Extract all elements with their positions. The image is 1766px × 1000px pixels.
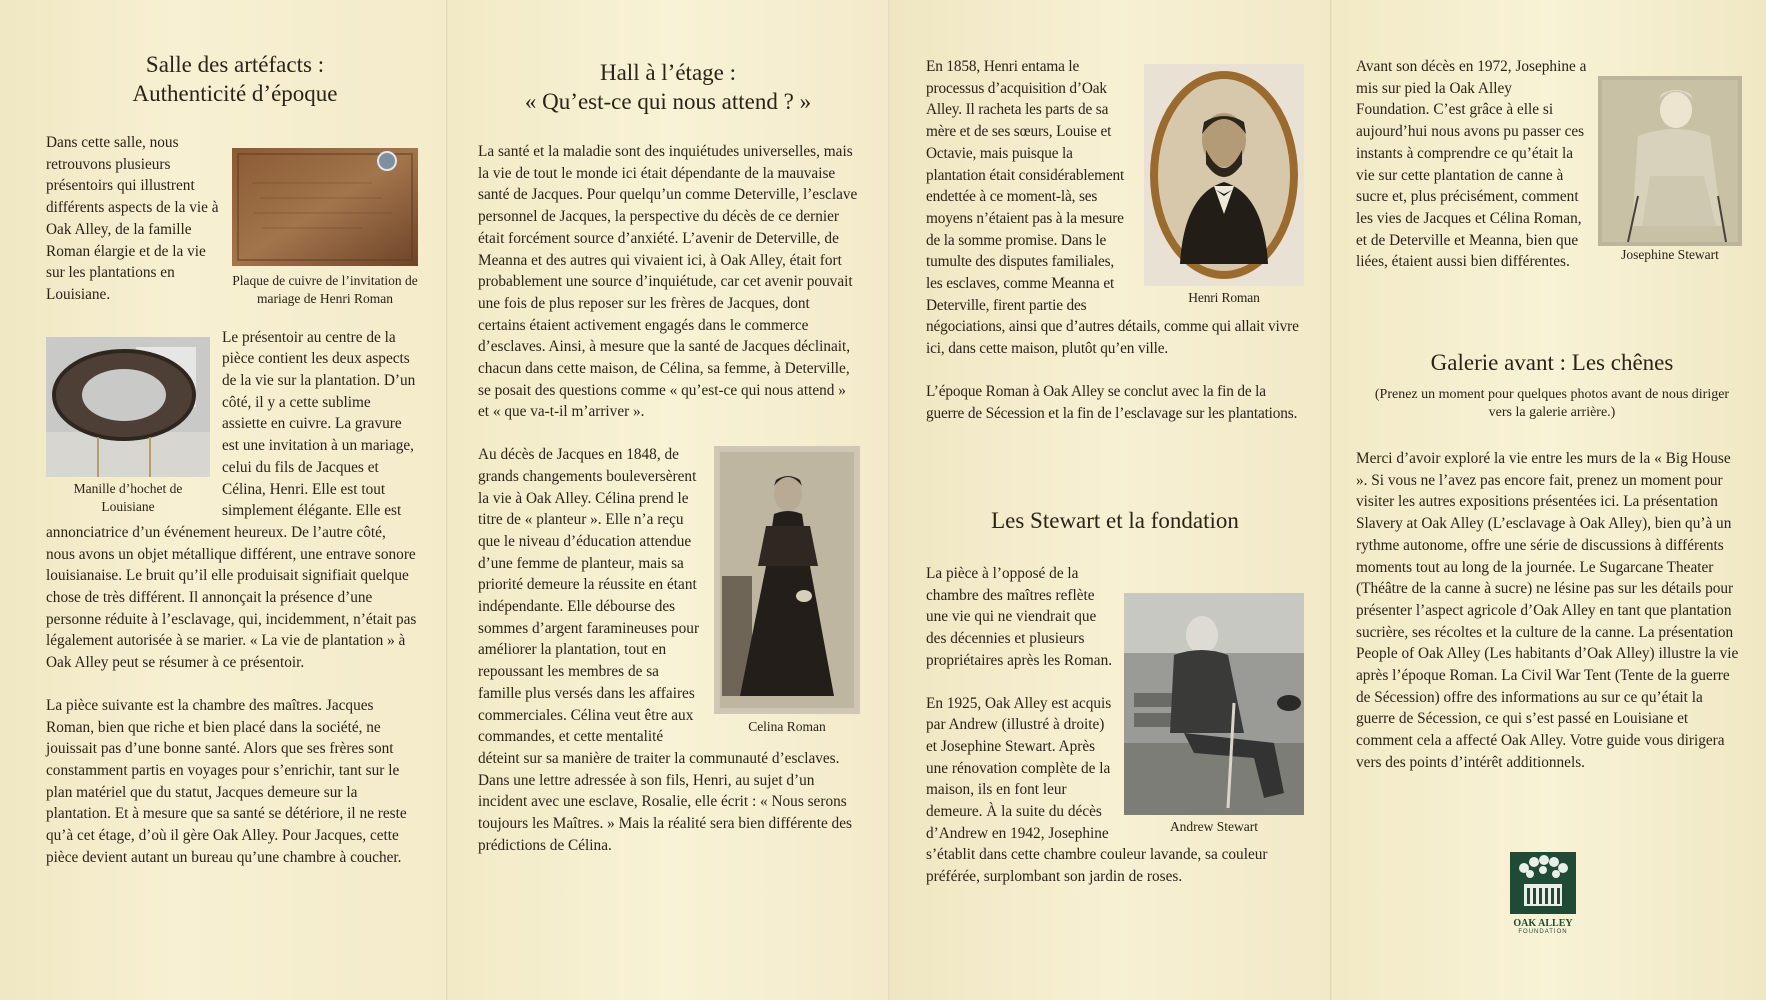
artifacts-title: Salle des artéfacts : Authenticité d’époque [132,52,338,106]
copper-plate-photo [232,148,418,266]
shackle-photo [46,337,210,477]
andrew-figure [1124,593,1304,839]
stewart-text [926,563,1304,909]
foundation-para: Avant son décès en 1972, Josephine a mis sur pied la Oak Alley Foundation. C’est grâce à elle si aujourd’hui nous avons pu passer ces instants à comprendre ce qu’était la vie sur cette plantation de canne à sucre et, plus précisément, comment les vies de Jacques et Célina Roman, et de Deterville et Meanna, bien que liées, étaient aussi bien différentes. [1356,58,1587,271]
gallery-text [1356,448,1742,795]
henri-para-1: En 1858, Henri entama le processus d’acquisition d’Oak Alley. Il racheta les parts de sa mère et de ses sœurs, Louise et Octavie, mais puisque la plantation était considérablement endettée à ce moment-là, ses moyens n’étaient pas à la mesure de la somme promise. Dans le tumulte des disputes familiales, les esclaves, comme Meanna et Deterville, firent partie des négociations, ainsi que d’autres détails, comme qui allait vivre ici, dans cette maison, plutôt qu’en ville. [926,58,1299,358]
josephine-photo [1598,76,1742,246]
logo-text-name: OAK ALLEY [1513,918,1573,929]
panel-henri-stewart [890,0,1332,1000]
gallery-subtitle: (Prenez un moment pour quelques photos avant de nous diriger vers la galerie arrière.) [1374,387,1730,420]
andrew-photo [1124,593,1304,815]
hall-title: Hall à l’étage : « Qu’est-ce qui nous attend ? » [524,60,812,114]
gallery-para: Merci d’avoir exploré la vie entre les murs de la « Big House ». Si vous ne l’avez pas encore fait, prenez un moment pour visiter les autres expositions présentées ici. La présentation Slavery at Oak Alley (L’esclavage à Oak Alley), bien qu’à un rythme autonome, offre une série de discussions à différents moments tout au long de la journée. Le Sugarcane Theater (Théâtre de la canne à sucre) ne lésine pas sur les détails pour présenter l’aspect agricole d’Oak Alley en tant que plantation sucrière, ses récoltes et la culture de la canne. La présentation People of Oak Alley (Les habitants d’Oak Alley) illustre la vie après l’époque Roman. La Civil War Tent (Tente de la guerre de Sécession) offre des informations au sur ce qu’était la guerre de Sécession, ce qui s’est passé en Louisiane et comment cela a affecté Oak Alley. Votre guide vous dirigera vers des points d’intérêt additionnels. [1356,450,1739,771]
plate-figure [232,148,418,308]
stewart-title: Les Stewart et la fondation [991,508,1239,533]
oak-alley-foundation-logo [1510,852,1576,935]
panel-upstairs-hall [448,0,890,1000]
andrew-caption: Andrew Stewart [1169,819,1259,834]
artifacts-text [46,132,418,890]
shackle-figure [46,337,210,517]
henri-para-2: L’époque Roman à Oak Alley se conclut avec la fin de la guerre de Sécession et la fin de l’esclavage sur les plantations. [926,382,1298,422]
hall-para-1: La santé et la maladie sont des inquiétudes universelles, mais la vie de tout le monde ici était dépendante de la mauvaise santé de Jacques. Pour quelqu’un comme Deterville, l’esclave personnel de Jacques, la perspective du décès de ce dernier était forcément source d’anxiété. L’avenir de Deterville, de Meanna et des autres qui vivaient ici, à Oak Alley, était fort probablement une source d’inquiétude, car cet avenir pouvait une fois de plus reposer sur les frères de Jacques, dont certains étaient activement engagés dans le commerce d’esclaves. Ainsi, à mesure que la santé de Jacques déclinait, chacun dans cette maison, de Célina, sa femme, à Deterville, se posait des questions comme « qu’est-ce qui nous attend » et « que va-t-il m’arriver ». [478,143,858,421]
artifacts-para-1: Dans cette salle, nous retrouvons plusieurs présentoirs qui illustrent différents aspects de la vie à Oak Alley, de la famille Roman élargie et de la vie sur les plantations en Louisiane. [46,134,219,303]
logo-text-sub: FOUNDATION [1518,929,1568,935]
henri-portrait-photo [1144,64,1304,286]
hall-text [478,141,860,878]
henri-caption: Henri Roman [1188,290,1260,305]
gallery-title: Galerie avant : Les chênes [1430,350,1674,375]
foundation-text [1356,56,1742,294]
hall-para-2: Au décès de Jacques en 1848, de grands changements bouleversèrent la vie à Oak Alley. Célina prend le titre de « planteur ». Elle n’a reçu que le niveau d’éducation attendue d’une femme de planteur, mais sa priorité demeure la réussite en étant indépendante. Elle débourse des sommes d’argent faramineuses pour améliorer la plantation, tout en repoussant les membres de sa famille plus versés dans les affaires commerciales. Célina veut être aux commandes, et cette mentalité déteint sur sa manière de traiter la communauté d’esclaves. Dans une lettre adressée à son fils, Henri, au sujet d’un incident avec une esclave, Rosalie, elle écrit : « Nous serons toujours les Maîtres. » Mais la réalité sera bien différente des prédictions de Célina. [478,446,852,854]
celina-caption: Celina Roman [748,719,826,735]
josephine-figure [1598,76,1742,266]
stewart-para-1: La pièce à l’opposé de la chambre des maîtres reflète une vie qui ne viendrait que des décennies et plusieurs propriétaires après les Roman. [926,565,1113,669]
oak-tree-logo-icon [1510,852,1576,914]
henri-text [926,56,1304,445]
panel-artifacts [0,0,448,1000]
celina-portrait-photo [714,446,860,714]
panel-foundation-gallery [1332,0,1766,1000]
josephine-caption: Josephine Stewart [1621,247,1719,262]
artifacts-para-2: Le présentoir au centre de la pièce contient les deux aspects de la vie sur la plantation. D’un côté, il y a cette sublime assiette en cuivre. La gravure est une invitation à un mariage, celui du fils de Jacques et Célina, Henri. Elle est tout simplement élégante. Elle est annonciatrice d’un événement heureux. De l’autre côté, nous avons un objet métallique différent, une entrave sonore louisianaise. Le bruit qu’il elle produisait signifiait quelque chose de très différent. Il annonçait la présence d’une personne réduite à l’esclavage, qui, incidemment, n’était pas légalement autorisée à se marier. « La vie de plantation » à Oak Alley peut se résumer à ce présentoir. [46,328,417,672]
plate-caption: Plaque de cuivre de l’invitation de mariage de Henri Roman [232,273,418,306]
stewart-para-2: En 1925, Oak Alley est acquis par Andrew (illustré à droite) et Josephine Stewart. Après une rénovation complète de la maison, ils en font leur demeure. À la suite du décès d’Andrew en 1942, Josephine s’établit dans cette chambre couleur lavande, sa couleur préférée, surplombant son jardin de roses. [926,694,1268,886]
henri-figure [1144,64,1304,304]
celina-figure [714,446,860,736]
shackle-caption: Manille d’hochet de Louisiane [73,480,183,514]
artifacts-para-3: La pièce suivante est la chambre des maîtres. Jacques Roman, bien que riche et bien placé dans la société, ne jouissait pas d’une bonne santé. Alors que ses frères sont constamment partis en voyages pour s’enrichir, tant sur le plan matériel que du statut, Jacques demeure sur la plantation. Et à mesure que sa santé se détériore, il ne reste qu’à cet étage, d’où il gère Oak Alley. Pour Jacques, cette pièce devient autant un bureau qu’une chambre à coucher. [46,696,407,866]
